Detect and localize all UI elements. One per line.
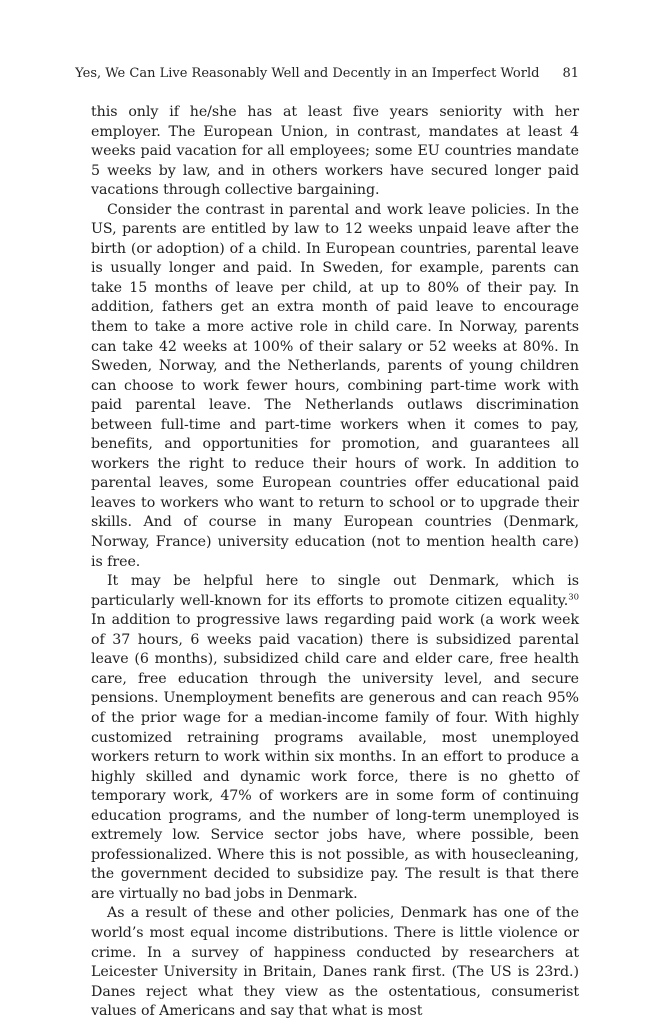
paragraph-continuation: this only if he/she has at least five years seniority with her employer. The European Union, in contrast, mandates at least 4 weeks paid vacation for all employees; some EU countries mandate 5 weeks by law, and in others workers have secured longer paid vacations through collective bargaining.	[91, 104, 579, 199]
body-text	[91, 103, 579, 1022]
paragraph-denmark-text-after: In addition to progressive laws regarding paid work (a work week of 37 hours, 6 weeks paid vacation) there is subsidized parental leave (6 months), subsidized child care and elder care, free health care, free education through the university level, and secure pensions. Unemployment benefits are generous and can reach 95% of the prior wage for a median-income family of four. With highly customized retraining programs available, most unemployed workers return to work within six months. In an effort to produce a highly skilled and dynamic work force, there is no ghetto of temporary work, 47% of workers are in some form of continuing education programs, and the number of long-term unemployed is extremely low. Service sector jobs have, where possible, been professionalized. Where this is not possible, as with housecleaning, the government decided to subsidize pay. The result is that there are virtually no bad jobs in Denmark.	[91, 612, 579, 902]
running-title: Yes, We Can Live Reasonably Well and Decently in an Imperfect World	[75, 66, 540, 81]
paragraph-income-distribution: As a result of these and other policies, Denmark has one of the world’s most equal income distributions. There is little violence or crime. In a survey of happiness conducted by researchers at Leicester University in Britain, Danes rank first. (The US is 23rd.) Danes reject what they view as the ostentatious, consumerist values of Americans and say that what is most	[91, 905, 579, 1020]
footnote-marker[interactable]: 30	[568, 591, 579, 602]
running-head	[75, 64, 579, 84]
paragraph-denmark	[91, 572, 579, 904]
paragraph-parental-leave: Consider the contrast in parental and work leave policies. In the US, parents are entitled by law to 12 weeks unpaid leave after the birth (or adoption) of a child. In European countries, parental leave is usually longer and paid. In Sweden, for example, parents can take 15 months of leave per child, at up to 80% of their pay. In addition, fathers get an extra month of paid leave to encourage them to take a more active role in child care. In Norway, parents can take 42 weeks at 100% of their salary or 52 weeks at 80%. In Sweden, Norway, and the Netherlands, parents of young children can choose to work fewer hours, combining part-time work with paid parental leave. The Netherlands outlaws discrimination between full-time and part-time workers when it comes to pay, benefits, and opportunities for promotion, and guarantees all workers the right to reduce their hours of work. In addition to parental leaves, some European countries offer educational paid leaves to workers who want to return to school or to upgrade their skills. And of course in many European countries (Denmark, Norway, France) university education (not to mention health care) is free.	[91, 201, 579, 570]
paragraph-denmark-text-before: It may be helpful here to single out Denmark, which is particularly well-known for its efforts to promote citizen equality.	[91, 573, 579, 609]
page-number: 81	[562, 66, 579, 81]
book-page	[75, 64, 579, 1022]
